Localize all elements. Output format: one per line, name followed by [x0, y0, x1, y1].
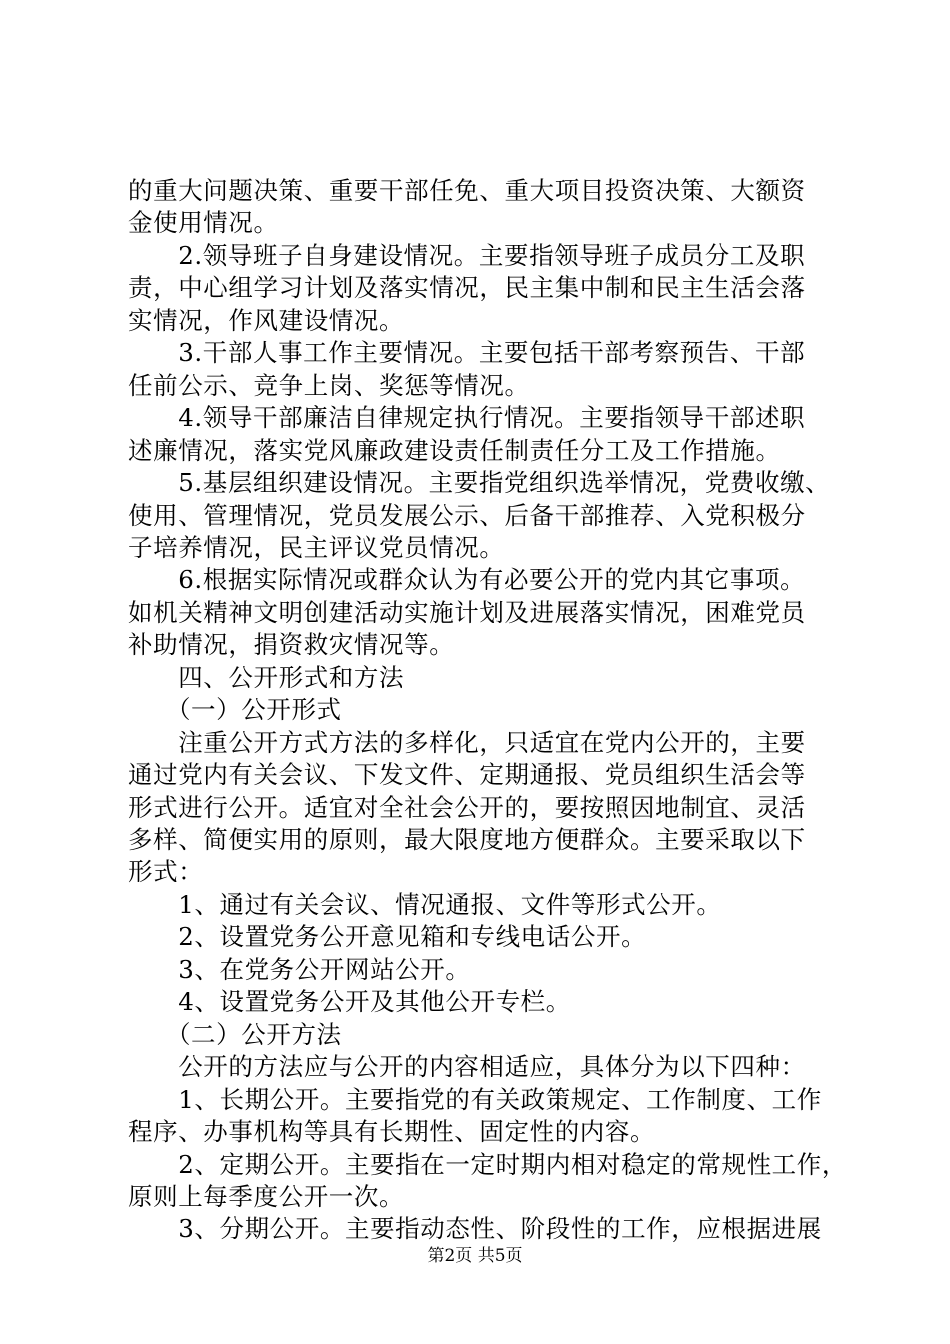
text-line: 3.干部人事工作主要情况。主要包括干部考察预告、干部 — [128, 338, 806, 368]
text-line: 金使用情况。 — [128, 208, 279, 238]
text-line: 通过党内有关会议、下发文件、定期通报、党员组织生活会等 — [128, 760, 806, 790]
text-line: 述廉情况，落实党风廉政建设责任制责任分工及工作措施。 — [128, 435, 781, 465]
text-line: 5.基层组织建设情况。主要指党组织选举情况，党费收缴、 — [128, 468, 831, 498]
text-line: 2.领导班子自身建设情况。主要指领导班子成员分工及职 — [128, 240, 806, 270]
text-line: （二）公开方法 — [128, 1019, 342, 1049]
text-line: 使用、管理情况，党员发展公示、后备干部推荐、入党积极分 — [128, 500, 806, 530]
text-line: 子培养情况，民主评议党员情况。 — [128, 532, 505, 562]
text-line: 3、分期公开。主要指动态性、阶段性的工作，应根据进展 — [128, 1214, 822, 1244]
text-line: 的重大问题决策、重要干部任免、重大项目投资决策、大额资 — [128, 176, 806, 205]
text-line: 注重公开方式方法的多样化，只适宜在党内公开的，主要 — [128, 727, 806, 757]
text-line: 4.领导干部廉洁自律规定执行情况。主要指领导干部述职 — [128, 403, 806, 433]
text-line: 1、长期公开。主要指党的有关政策规定、工作制度、工作 — [128, 1084, 822, 1114]
text-line: 多样、简便实用的原则，最大限度地方便群众。主要采取以下 — [128, 825, 806, 854]
text-line: 1、通过有关会议、情况通报、文件等形式公开。 — [128, 889, 722, 919]
text-line: 6.根据实际情况或群众认为有必要公开的党内其它事项。 — [128, 565, 806, 595]
text-line: 2、定期公开。主要指在一定时期内相对稳定的常规性工作， — [128, 1149, 847, 1179]
text-line: （一）公开形式 — [128, 695, 342, 725]
text-line: 3、在党务公开网站公开。 — [128, 954, 471, 984]
text-line: 4、设置党务公开及其他公开专栏。 — [128, 987, 571, 1017]
text-line: 任前公示、竞争上岗、奖惩等情况。 — [128, 370, 530, 400]
text-line: 2、设置党务公开意见箱和专线电话公开。 — [128, 922, 647, 952]
text-line: 责，中心组学习计划及落实情况，民主集中制和民主生活会落 — [128, 273, 806, 303]
text-line: 形式： — [128, 857, 204, 887]
text-line: 四、公开形式和方法 — [128, 662, 405, 692]
text-line: 公开的方法应与公开的内容相适应，具体分为以下四种： — [128, 1052, 806, 1082]
text-line: 补助情况，捐资救灾情况等。 — [128, 630, 455, 660]
text-line: 实情况，作风建设情况。 — [128, 305, 405, 335]
page-footer: 第2页 共5页 — [427, 1246, 523, 1266]
text-line: 如机关精神文明创建活动实施计划及进展落实情况，困难党员 — [128, 597, 806, 627]
text-line: 形式进行公开。适宜对全社会公开的，要按照因地制宜、灵活 — [128, 792, 806, 822]
text-line: 原则上每季度公开一次。 — [128, 1181, 405, 1211]
text-line: 程序、办事机构等具有长期性、固定性的内容。 — [128, 1117, 656, 1147]
